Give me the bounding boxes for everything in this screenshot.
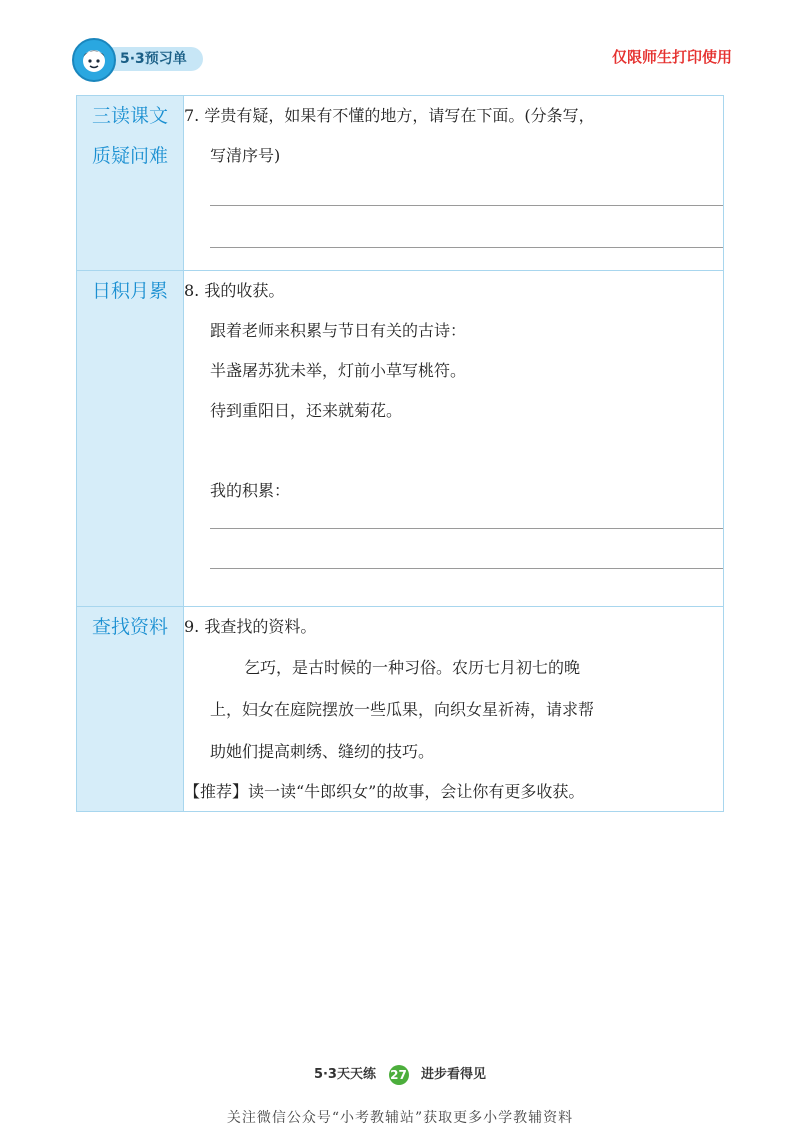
section-content-research <box>184 607 724 812</box>
footer-left-text: 5·3天天练 <box>313 1067 376 1082</box>
section-row-accumulation <box>77 271 724 607</box>
restriction-note: 仅限师生打印使用 <box>611 48 732 66</box>
section-label-text: 日积月累 <box>91 280 168 302</box>
my-collection-label: 我的积累： <box>210 481 291 500</box>
page-footer <box>0 1063 800 1085</box>
section-content-questions <box>184 96 724 271</box>
question-8-title: 8. 我的收获。 <box>184 281 285 300</box>
answer-line-4[interactable] <box>210 567 723 569</box>
question-7-line1: 7. 学贵有疑，如果有不懂的地方，请写在下面。(分条写， <box>184 106 595 125</box>
mascot-logo-icon <box>72 38 116 82</box>
research-paragraph-line3: 助她们提高刺绣、缝纫的技巧。 <box>210 742 435 761</box>
poem-line-1: 半盏屠苏犹未举，灯前小草写桃符。 <box>210 361 467 380</box>
watermark-text: 关注微信公众号“小考教辅站”获取更多小学教辅资料 <box>226 1110 574 1126</box>
question-9-title: 9. 我查找的资料。 <box>184 617 317 636</box>
answer-line-2[interactable] <box>210 246 723 248</box>
worksheet-table <box>76 95 724 812</box>
poem-intro: 跟着老师来积累与节日有关的古诗： <box>210 321 467 340</box>
section-label-line1: 三读课文 <box>91 105 168 127</box>
recommendation: 【推荐】读一读“牛郎织女”的故事，会让你有更多收获。 <box>184 782 585 801</box>
section-label-text: 查找资料 <box>91 616 168 638</box>
section-label-questions <box>77 96 184 271</box>
section-row-research <box>77 607 724 812</box>
page-number: 27 <box>389 1065 409 1085</box>
question-7-line2: 写清序号) <box>210 146 281 165</box>
poem-line-2: 待到重阳日，还来就菊花。 <box>210 401 403 420</box>
section-row-questions <box>77 96 724 271</box>
series-label: 5·3预习单 <box>102 47 203 71</box>
section-content-accumulation <box>184 271 724 607</box>
section-label-line2: 质疑问难 <box>91 145 168 167</box>
research-paragraph-line2: 上，妇女在庭院摆放一些瓜果，向织女星祈祷，请求帮 <box>210 700 595 719</box>
footer-right-text: 进步看得见 <box>421 1067 487 1082</box>
research-paragraph-line1: 乞巧，是古时候的一种习俗。农历七月初七的晚 <box>244 658 581 677</box>
section-label-accumulation <box>77 271 184 607</box>
section-label-research <box>77 607 184 812</box>
page-header <box>72 36 732 80</box>
